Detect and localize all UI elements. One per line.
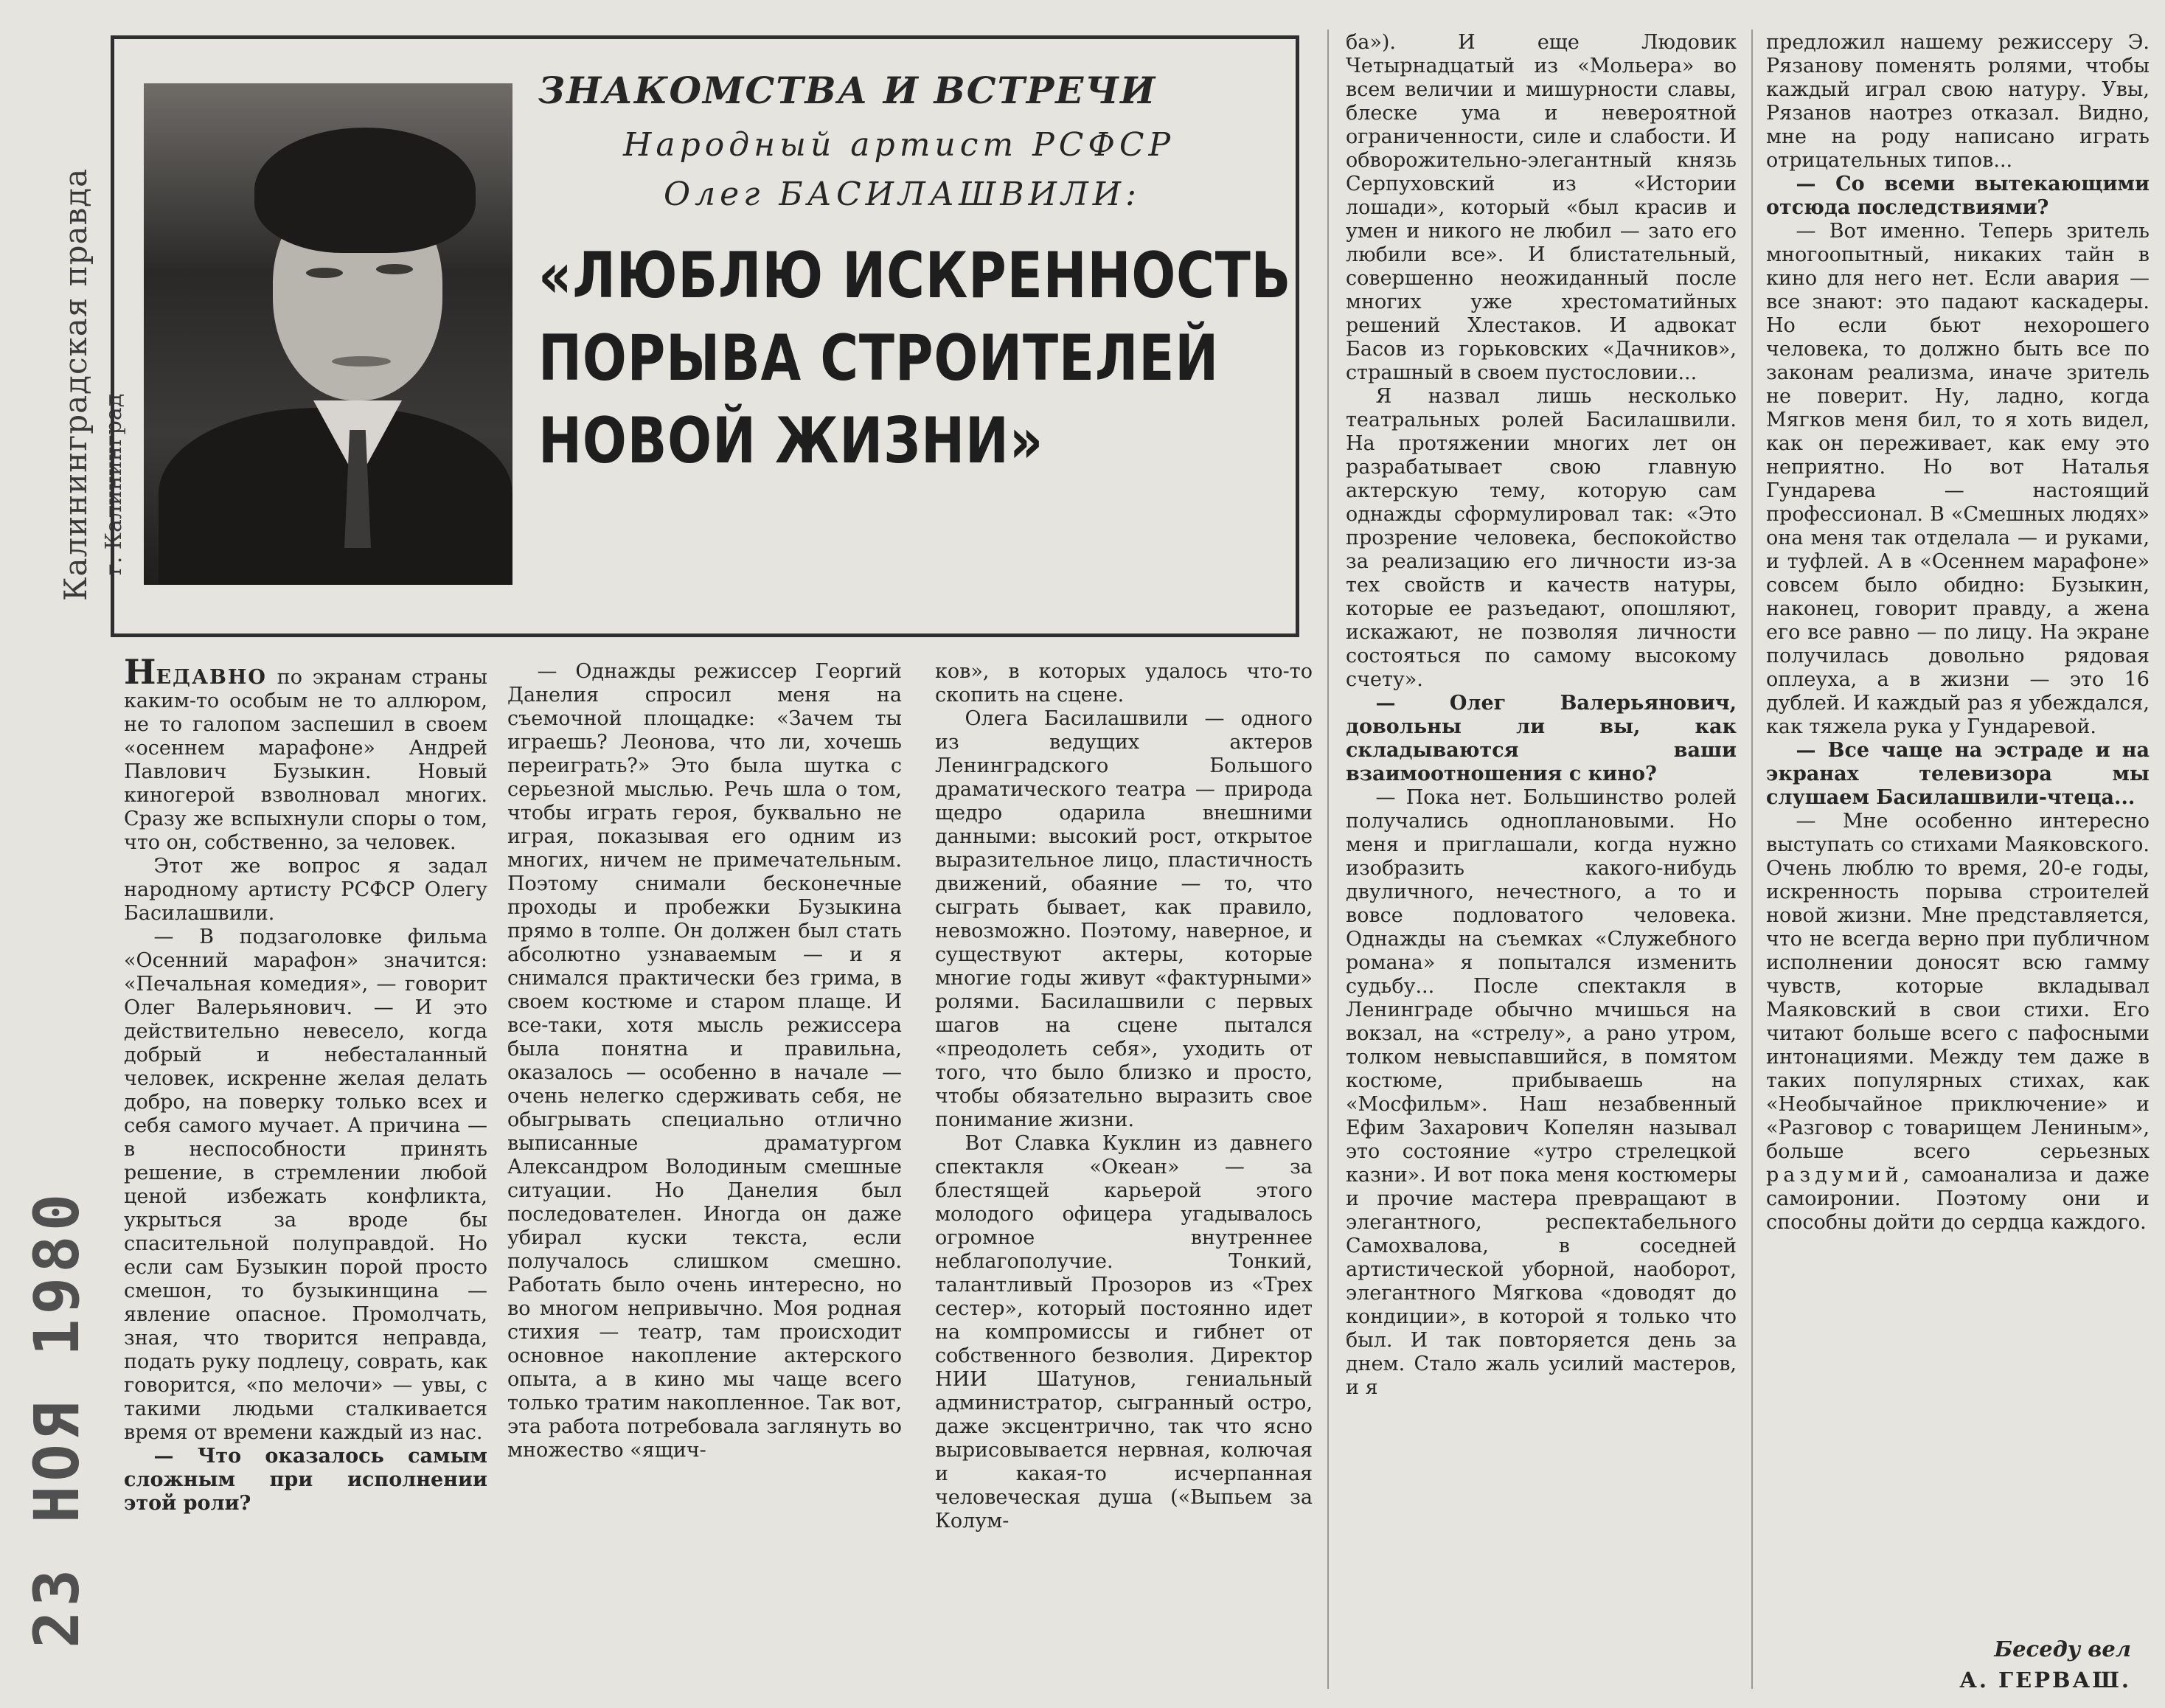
author-signature xyxy=(1888,1634,2131,1695)
interview-question: — Что оказалось самым сложным при исполнении этой роли? xyxy=(124,1445,487,1515)
article-column-1 xyxy=(124,652,487,1516)
newspaper-name: Калининградская правда xyxy=(58,167,94,601)
interview-question: — Олег Валерьянович, довольны ли вы, как складываются ваши взаимоотношения с кино? xyxy=(1346,692,1737,785)
headline-line-1: «ЛЮБЛЮ ИСКРЕННОСТЬ xyxy=(538,239,1292,313)
drop-cap: Н xyxy=(124,652,156,692)
paragraph: — Пока нет. Большинство ролей получались одноплановыми. Но меня и приглашали, когда нужно изобразить какого-нибудь двуличного, нечестного, а то и вовсе подловатого человека. Однажды на съемках «Служебного романа» я попытался изменить судьбу... После спектакля в Ленинграде обычно мчишься на вокзал, на «стрелу», а рано утром, толком невыспавшийся, в помятом костюме, прибываешь на «Мосфильм». Наш незабвенный Ефим Захарович Копелян называл это состояние «утро стрелецкой казни». И вот пока меня костюмеры и прочие мастера превращают в элегантного, респектабельного Самохвалова, в соседней артистической уборной, наоборот, элегантного Мягкова «доводят до кондиции», в которой я только что был. И так повторяется день за днем. Стало жаль усилий мастеров, и я xyxy=(1346,786,1737,1399)
spaced-word: раздумий xyxy=(1766,1164,1903,1187)
headline-line-2: ПОРЫВА СТРОИТЕЛЕЙ xyxy=(538,322,1220,395)
paragraph: Этот же вопрос я задал народному артисту РСФСР Олегу Басилашвили. xyxy=(124,855,487,925)
interview-question: — Со всеми вытекающими отсюда последствиями? xyxy=(1766,173,2150,219)
date-stamp: 23 НОЯ 1980 xyxy=(21,1189,93,1648)
paragraph: Я назвал лишь несколько театральных ролей Басилашвили. На протяжении многих лет он разрабатывает свою главную актерскую тему, которую сам однажды сформулировал так: «Это прозрение человека, беспокойство за реализацию его личности из-за тех свойств и качеств натуры, которые ее разъедают, опошляют, искажают, не позволяя личности состояться по самому высокому счету». xyxy=(1346,385,1737,691)
subtitle-line-1: Народный артист РСФСР xyxy=(623,126,1175,164)
paragraph: — Однажды режиссер Георгий Данелия спросил меня на съемочной площадке: «Зачем ты играешь? Леонова, что ли, хочешь переиграть?» Это была шутка с серьезной мыслью. Речь шла о том, чтобы играть героя, буквально не играя, показывая его одним из многих, ничем не примечательным. Поэтому снимали бесконечные проходы и пробежки Бузыкина прямо в толпе. Он должен был стать абсолютно узнаваемым — и я снимался практически без грима, в своем костюме и старом плаще. И все-таки, хотя мысль режиссера была понятна и правильна, оказалось — особенно в начале — очень нелегко сдерживать себя, не обыгрывать специально отлично выписанные драматургом Александром Володиным смешные ситуации. Но Данелия был последователен. Иногда он даже убирал куски текста, если получалось слишком смешно. Работать было очень интересно, но во многом непривычно. Моя родная стихия — театр, там происходит основное накопление актерского опыта, а в кино мы чаще всего только тратим накопленное. Так вот, эта работа потребовала заглянуть во множество «ящич- xyxy=(507,660,902,1462)
portrait-photo xyxy=(144,83,512,585)
paragraph: — Вот именно. Теперь зритель многоопытный, никаких тайн в кино для него нет. Если авария — все знают: это падают каскадеры. Но если бьют нехорошего человека, то должно быть все по законам реализма, иначе зритель не поверит. Ну, ладно, когда Мягков меня бил, то я хоть видел, как он переживает, как ему это неприятно. Но вот Наталья Гундарева — настоящий профессионал. В «Смешных людях» она меня так отделала — и руками, и туфлей. А в «Осеннем марафоне» совсем было обидно: Бузыкин, наконец, говорит правду, а жена его все равно — по лицу. На экране получилась довольно рядовая оплеуха, а в жизни — это 16 дублей. И каждый раз я убеждался, как тяжела рука у Гундаревой. xyxy=(1766,220,2150,738)
article-column-2 xyxy=(507,660,902,1462)
paragraph: ков», в которых удалось что-то скопить на сцене. xyxy=(935,660,1313,707)
article-column-5 xyxy=(1766,31,2150,1235)
headline xyxy=(538,235,1292,482)
paragraph: Олега Басилашвили — одного из ведущих актеров Ленинградского Большого драматического театра — природа щедро одарила внешними данными: высокий рост, открытое выразительное лицо, пластичность движений, обаяние — то, что сыграть бывает, как правило, невозможно. Поэтому, наверное, и существуют актеры, которые многие годы живут «фактурными» ролями. Басилашвили с первых шагов на сцене пытался «преодолеть себя», уходить от того, что было близко и просто, чтобы обязательно выразить свое понимание жизни. xyxy=(935,707,1313,1131)
paragraph: ба»). И еще Людовик Четырнадцатый из «Мольера» во всем величии и мишурности славы, блеске ума и невероятной ограниченности, силе и слабости. И обворожительно-элегантный князь Серпуховский из «Истории лошади», который «был красив и умен и никого не любил — зато его любили все». И блистательный, совершенно неожиданный после многих уже хрестоматийных решений Хлестаков. И адвокат Басов из горьковских «Дачников», страшный в своем пустословии... xyxy=(1346,31,1737,384)
paragraph-text: по экранам страны каким-то особым не то аллюром, не то галопом заспешил в своем «осеннем марафоне» Андрей Павлович Бузыкин. Новый киногерой взволновал многих. Сразу же вспыхнули споры о том, что он, собственно, за человек. xyxy=(124,666,487,854)
paragraph-text: — Мне особенно интересно выступать со стихами Маяковского. Очень люблю то время, 20-е годы, искренность порыва строителей новой жизни. Мне представляется, что не всегда верно при публичном исполнении доносят всю гамму чувств, которые вкладывал Маяковский в свои стихи. Его читают больше всего с пафосными интонациями. Между тем даже в таких популярных стихах, как «Необычайное приключение» и «Разговор с товарищем Лениным», больше всего серьезных xyxy=(1766,810,2150,1163)
newspaper-city: г. Калининград xyxy=(101,393,127,575)
column-divider xyxy=(1751,29,1753,1689)
rubric-title: ЗНАКОМСТВА И ВСТРЕЧИ xyxy=(538,69,1157,112)
headline-line-3: НОВОЙ ЖИЗНИ» xyxy=(538,404,1044,478)
interview-question: — Все чаще на эстраде и на экранах телевизора мы слушаем Басилашвили-чтеца... xyxy=(1766,739,2150,809)
article-column-4 xyxy=(1346,31,1737,1400)
paragraph: — В подзаголовке фильма «Осенний марафон» значится: «Печальная комедия», — говорит Олег Валерьянович. — И это действительно невесело, когда добрый и небесталанный человек, искренне желая делать добро, на поверку только всех и себя самого мучает. А причина — в неспособности принять решение, в стремлении любой ценой избежать конфликта, укрыться за вроде бы спасительной полуправдой. Но если сам Бузыкин порой просто смешон, то бузыкинщина — явление опасное. Промолчать, зная, что творится неправда, подать руку подлецу, соврать, как говорится, «по мелочи» — увы, с такими людьми сталкивается время от времени каждый из нас. xyxy=(124,926,487,1444)
paragraph xyxy=(124,652,487,855)
paragraph xyxy=(1766,810,2150,1235)
article-column-3 xyxy=(935,660,1313,1533)
paragraph: Вот Славка Куклин из давнего спектакля «Океан» — за блестящей карьерой этого молодого офицера угадывалось огромное внутреннее неблагополучие. Тонкий, талантливый Прозоров из «Трех сестер», который постоянно идет на компромиссы и гибнет от собственного безволия. Директор НИИ Шатунов, гениальный администратор, сыгранный остро, даже эксцентрично, так что ясно вырисовывается нервная, колючая и какая-то исчерпанная человеческая душа («Выпьем за Колум- xyxy=(935,1132,1313,1532)
author-name: А. ГЕРВАШ. xyxy=(1959,1667,2131,1693)
header-box xyxy=(111,35,1299,637)
paragraph: предложил нашему режиссеру Э. Рязанову поменять ролями, чтобы каждый играл свою натуру. Увы, Рязанов наотрез отказал. Видно, мне на роду написано играть отрицательных типов... xyxy=(1766,31,2150,172)
signature-line-1: Беседу вел xyxy=(1994,1636,2131,1662)
paragraph-text: , самоанализа и даже самоиронии. Поэтому они и способны дойти до сердца каждого. xyxy=(1766,1164,2150,1234)
lead-word: ЕДАВНО xyxy=(156,666,267,689)
column-divider xyxy=(1327,29,1329,1689)
subtitle-line-2: Олег БАСИЛАШВИЛИ: xyxy=(664,176,1141,213)
